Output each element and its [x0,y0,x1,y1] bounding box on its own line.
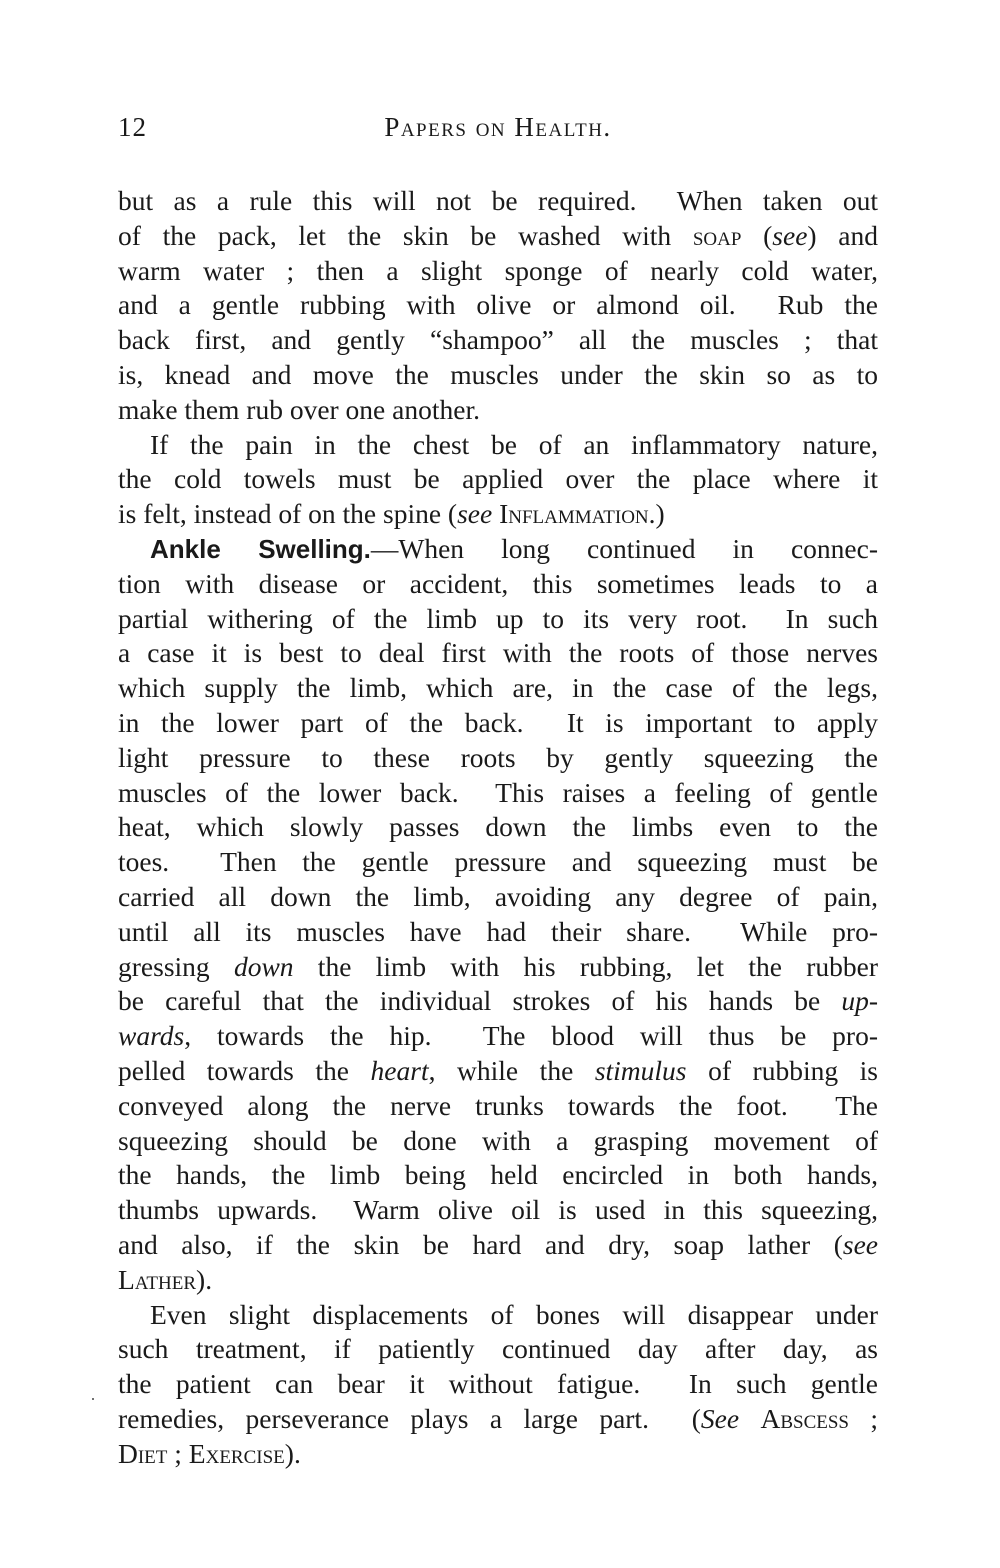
text-line [118,810,878,845]
small-caps-run: Exercise [188,1437,285,1469]
text-line [118,741,878,776]
text-line [118,602,878,637]
small-caps-run: Lather [118,1263,197,1295]
text-line [118,1158,878,1193]
italic-run: up- [841,985,878,1017]
italic-run: see [842,1228,878,1260]
text-line [118,567,878,602]
text-run: Even slight displacements of bones will disappear under [150,1298,878,1330]
text-run: ; [167,1437,189,1469]
text-line [118,358,878,393]
text-run: If the pain in the chest be of an inflammatory nature, [150,428,878,460]
text-line [118,1263,878,1298]
text-run: ). [284,1437,301,1469]
text-run: the cold towels must be applied over the place where it [118,463,878,495]
text-line [118,1019,878,1054]
text-line [118,1228,878,1263]
text-run: ; [848,1402,879,1434]
text-run: the patient can bear it without fatigue. In such gentle [118,1368,878,1400]
text-run: ). [196,1263,213,1295]
text-line [118,254,878,289]
small-caps-run: Inflammation. [499,498,656,530]
paragraph [118,1298,878,1472]
text-line [118,1193,878,1228]
text-line [118,219,878,254]
text-line [118,950,878,985]
text-line [118,1054,878,1089]
italic-run: see [457,498,493,530]
text-run: ) [655,498,665,530]
text-run: —When long continued in connec- [370,532,878,564]
text-line [118,636,878,671]
text-run: is, knead and move the muscles under the skin so as to [118,358,878,390]
text-run: the limb with his rubbing, let the rubber [293,950,878,982]
italic-run: wards [118,1020,185,1052]
paragraph [118,184,878,428]
text-line [118,880,878,915]
italic-run: See [700,1402,740,1434]
text-run: ( [741,219,773,251]
text-run: the hands, the limb being held encircled in both hands, [118,1159,878,1191]
text-line [118,984,878,1019]
small-caps-run: soap [692,219,742,251]
text-run: of rubbing is [686,1054,878,1086]
text-run: is felt, instead of on the spine ( [118,498,458,530]
text-run: until all its muscles have had their share. While pro- [118,915,878,947]
text-line [118,1402,878,1437]
text-run: be careful that the individual strokes of his hands be [118,985,842,1017]
text-run: muscles of the lower back. This raises a feeling of gentle [118,776,878,808]
text-run: ) and [807,219,878,251]
text-run: of the pack, let the skin be washed with [118,219,693,251]
italic-run: stimulus [594,1054,687,1086]
text-line [118,184,878,219]
page-header [118,112,878,152]
text-line [118,1437,878,1472]
text-run: , towards the hip. The blood will thus be pro- [184,1020,878,1052]
text-line [118,288,878,323]
text-line [118,671,878,706]
text-run: a case it is best to deal first with the roots of those nerves [118,637,878,669]
body-text [118,184,878,1471]
text-line [118,1298,878,1333]
text-run: remedies, perseverance plays a large part. ( [118,1402,701,1434]
text-line [118,1367,878,1402]
text-run [739,1403,760,1434]
text-line [118,706,878,741]
text-line [118,462,878,497]
text-line [118,428,878,463]
text-line [118,845,878,880]
margin-mark [92,1398,94,1400]
text-line [118,323,878,358]
text-run: heat, which slowly passes down the limbs even to the [118,811,878,843]
text-run: carried all down the limb, avoiding any degree of pain, [118,880,878,912]
italic-run: see [772,219,808,251]
text-line [118,1089,878,1124]
text-run: , while the [428,1054,595,1086]
text-run: back first, and gently “shampoo” all the muscles ; that [118,324,878,356]
text-line [118,497,878,532]
text-run: but as a rule this will not be required. When taken out [118,185,878,216]
text-run: and also, if the skin be hard and dry, soap lather ( [118,1228,843,1260]
text-line [118,393,878,428]
page-number: 12 [118,112,147,142]
running-title: Papers on Health. [384,112,612,142]
text-line [118,776,878,811]
paragraph [118,428,878,532]
italic-run: heart [370,1054,429,1086]
text-run: gressing [118,950,234,982]
text-line [118,915,878,950]
small-caps-run: Diet [118,1437,168,1469]
text-run: conveyed along the nerve trunks towards the foot. The [118,1089,878,1121]
text-run: which supply the limb, which are, in the case of the legs, [118,672,878,704]
paragraph [118,532,878,1298]
text-run: partial withering of the limb up to its very root. In such [118,602,878,634]
text-run: light pressure to these roots by gently squeezing the [118,741,878,773]
text-run: in the lower part of the back. It is important to apply [118,706,878,738]
text-run: squeezing should be done with a grasping movement of [118,1124,878,1156]
entry-headword: Ankle Swelling. [150,533,371,564]
text-line [118,1332,878,1367]
text-run: thumbs upwards. Warm olive oil is used in this squeezing, [118,1194,878,1226]
text-run: toes. Then the gentle pressure and squeezing must be [118,846,878,878]
italic-run: down [233,950,294,982]
text-run: make them rub over one another. [118,393,480,425]
text-run: warm water ; then a slight sponge of nearly cold water, [118,254,878,286]
text-line [118,1124,878,1159]
text-line [118,532,878,567]
text-run: tion with disease or accident, this sometimes leads to a [118,567,878,599]
small-caps-run: Abscess [760,1402,849,1434]
text-run: pelled towards the [118,1054,371,1086]
text-run: and a gentle rubbing with olive or almond oil. Rub the [118,289,878,321]
text-run: such treatment, if patiently continued day after day, as [118,1333,878,1365]
